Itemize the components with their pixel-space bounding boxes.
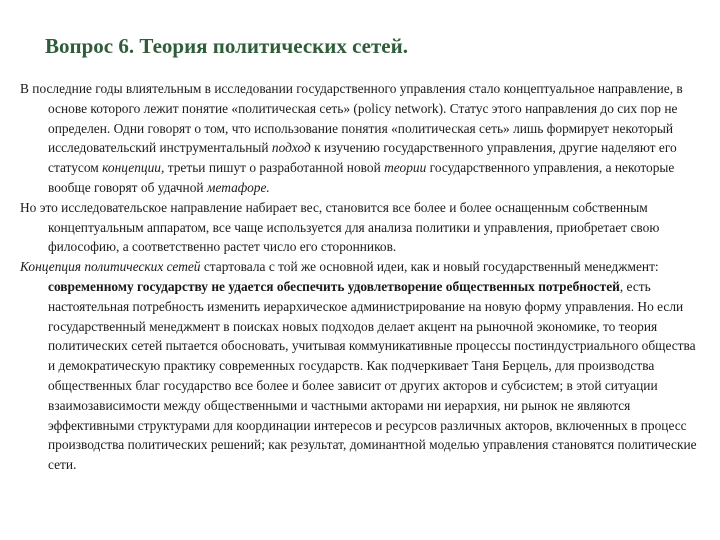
text-run: третьи пишут о разработанной новой (164, 160, 385, 176)
slide-body (20, 79, 704, 475)
paragraph-2 (20, 198, 704, 257)
italic-term-approach: подход (271, 140, 311, 156)
text-run: стартовала с той же основной идеи, как и новый государственный менеджмент: (200, 259, 659, 275)
text-run: к изучению государственного управления, другие наделяют его статусом (48, 140, 677, 176)
italic-term-concept: концепции, (102, 160, 165, 176)
text-run: В последние годы влиятельным в исследовании государственного управления стало концептуальное направление, в основе которого лежит понятие «политическая сеть» (policy network). Статус этого направления до сих пор не определен. Одни говорят о том, что использование понятия «политическая сеть» лишь формирует некоторый исследовательский инструментальный (20, 81, 683, 156)
bold-thesis: современному государству не удается обеспечить удовлетворение общественных потребностей (48, 278, 620, 294)
text-run: государственного управления, а некоторые вообще говорят об удачной (48, 160, 675, 195)
text-run: , есть настоятельная потребность изменить иерархическое администрирование на новую форму управления. Но если государственный менеджмент в поисках новых подходов делает акцент на рыночной экономике, то теория политических сетей пытается обосновать, учитывая коммуникативные процессы постиндустриального общества и демократическую практику современных государств. Как подчеркивает Таня Берцель, для производства общественных благ государство все более и более зависит от других акторов и субсистем; в этой ситуации взаимозависимости между общественными и частными акторами ни иерархия, ни рынок не являются эффективными структурами для координации интересов и ресурсов различных акторов, включенных в процесс производства политических решений; как результат, доминантной моделью управления становятся политические сети. (48, 278, 697, 473)
italic-term-network-concept: Концепция политических сетей (20, 259, 201, 275)
text-run: Но это исследовательское направление набирает вес, становится все более и более оснащенным собственным концептуальным аппаратом, все чаще используется для анализа политики и управления, приобретает свою философию, а соответственно растет число его сторонников. (20, 199, 660, 255)
italic-term-metaphor: метафоре. (206, 179, 270, 195)
italic-term-theory: теории (384, 160, 427, 176)
paragraph-1 (20, 79, 704, 198)
slide-title: Вопрос 6. Теория политических сетей. (45, 34, 408, 58)
paragraph-3 (20, 257, 704, 475)
